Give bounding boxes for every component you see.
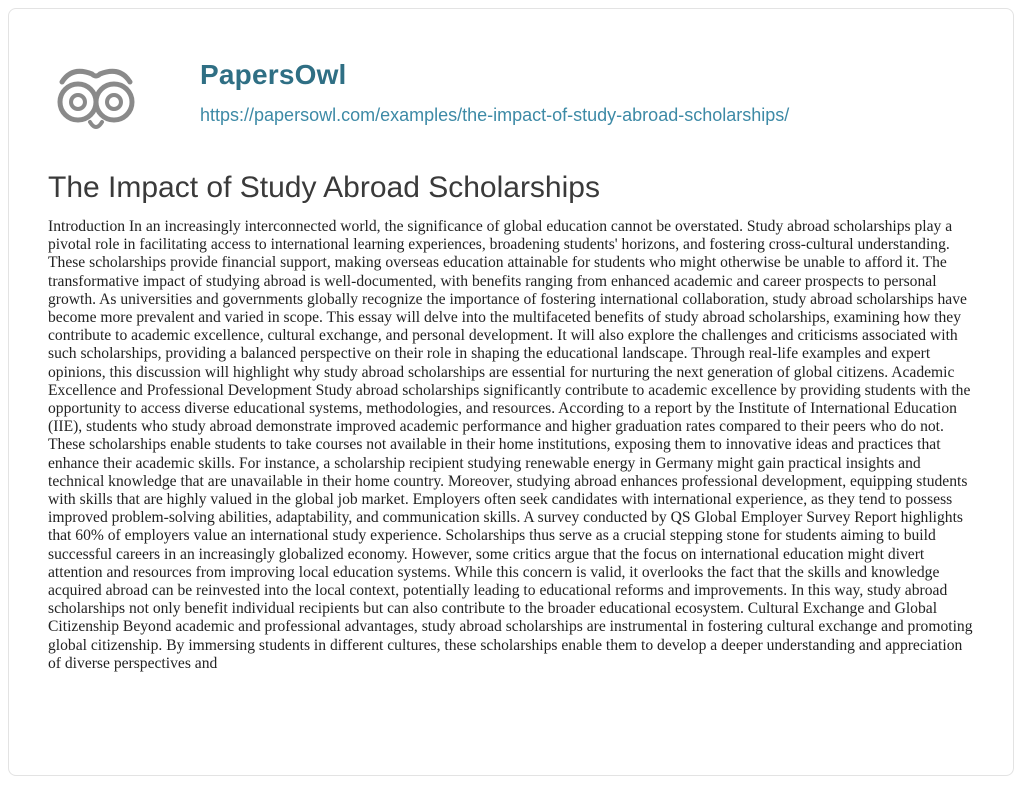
owl-eyes-logo-icon[interactable] [48, 60, 144, 140]
essay-title: The Impact of Study Abroad Scholarships [48, 171, 600, 204]
source-url-link[interactable]: https://papersowl.com/examples/the-impact-of-study-abroad-scholarships/ [200, 105, 790, 125]
essay-body: Introduction In an increasingly interconnected world, the significance of global education cannot be overstated. Study abroad scholarships play a pivotal role in facilitating access to international learning experiences, broadening students' horizons, and fostering cross-cultural understanding. These scholarships provide financial support, making overseas education attainable for students who might otherwise be unable to afford it. The transformative impact of studying abroad is well-documented, with benefits ranging from enhanced academic and career prospects to personal growth. As universities and governments globally recognize the importance of fostering international collaboration, study abroad scholarships have become more prevalent and varied in scope. This essay will delve into the multifaceted benefits of study abroad scholarships, examining how they contribute to academic excellence, cultural exchange, and personal development. It will also explore the challenges and criticisms associated with such scholarships, providing a balanced perspective on their role in shaping the educational landscape. Through real-life examples and expert opinions, this discussion will highlight why study abroad scholarships are essential for nurturing the next generation of global citizens. Academic Excellence and Professional Development Study abroad scholarships significantly contribute to academic excellence by providing students with the opportunity to access diverse educational systems, methodologies, and resources. According to a report by the Institute of International Education (IIE), students who study abroad demonstrate improved academic performance and higher graduation rates compared to their peers who do not. These scholarships enable students to take courses not available in their home institutions, exposing them to innovative ideas and practices that enhance their academic skills. For instance, a scholarship recipient studying renewable energy in Germany might gain practical insights and technical knowledge that are unavailable in their home country. Moreover, studying abroad enhances professional development, equipping students with skills that are highly valued in the global job market. Employers often seek candidates with international experience, as they tend to possess improved problem-solving abilities, adaptability, and communication skills. A survey conducted by QS Global Employer Survey Report highlights that 60% of employers value an international study experience. Scholarships thus serve as a crucial stepping stone for students aiming to build successful careers in an increasingly globalized economy. However, some critics argue that the focus on international education might divert attention and resources from improving local education systems. While this concern is valid, it overlooks the fact that the skills and knowledge acquired abroad can be reinvested into the local context, potentially leading to educational reforms and improvements. In this way, study abroad scholarships not only benefit individual recipients but can also contribute to the broader educational ecosystem. Cultural Exchange and Global Citizenship Beyond academic and professional advantages, study abroad scholarships are instrumental in fostering cultural exchange and promoting global citizenship. By immersing students in different cultures, these scholarships enable them to develop a deeper understanding and appreciation of diverse perspectives and [48, 218, 973, 672]
site-header [48, 58, 948, 138]
brand-name[interactable]: PapersOwl [200, 59, 347, 90]
